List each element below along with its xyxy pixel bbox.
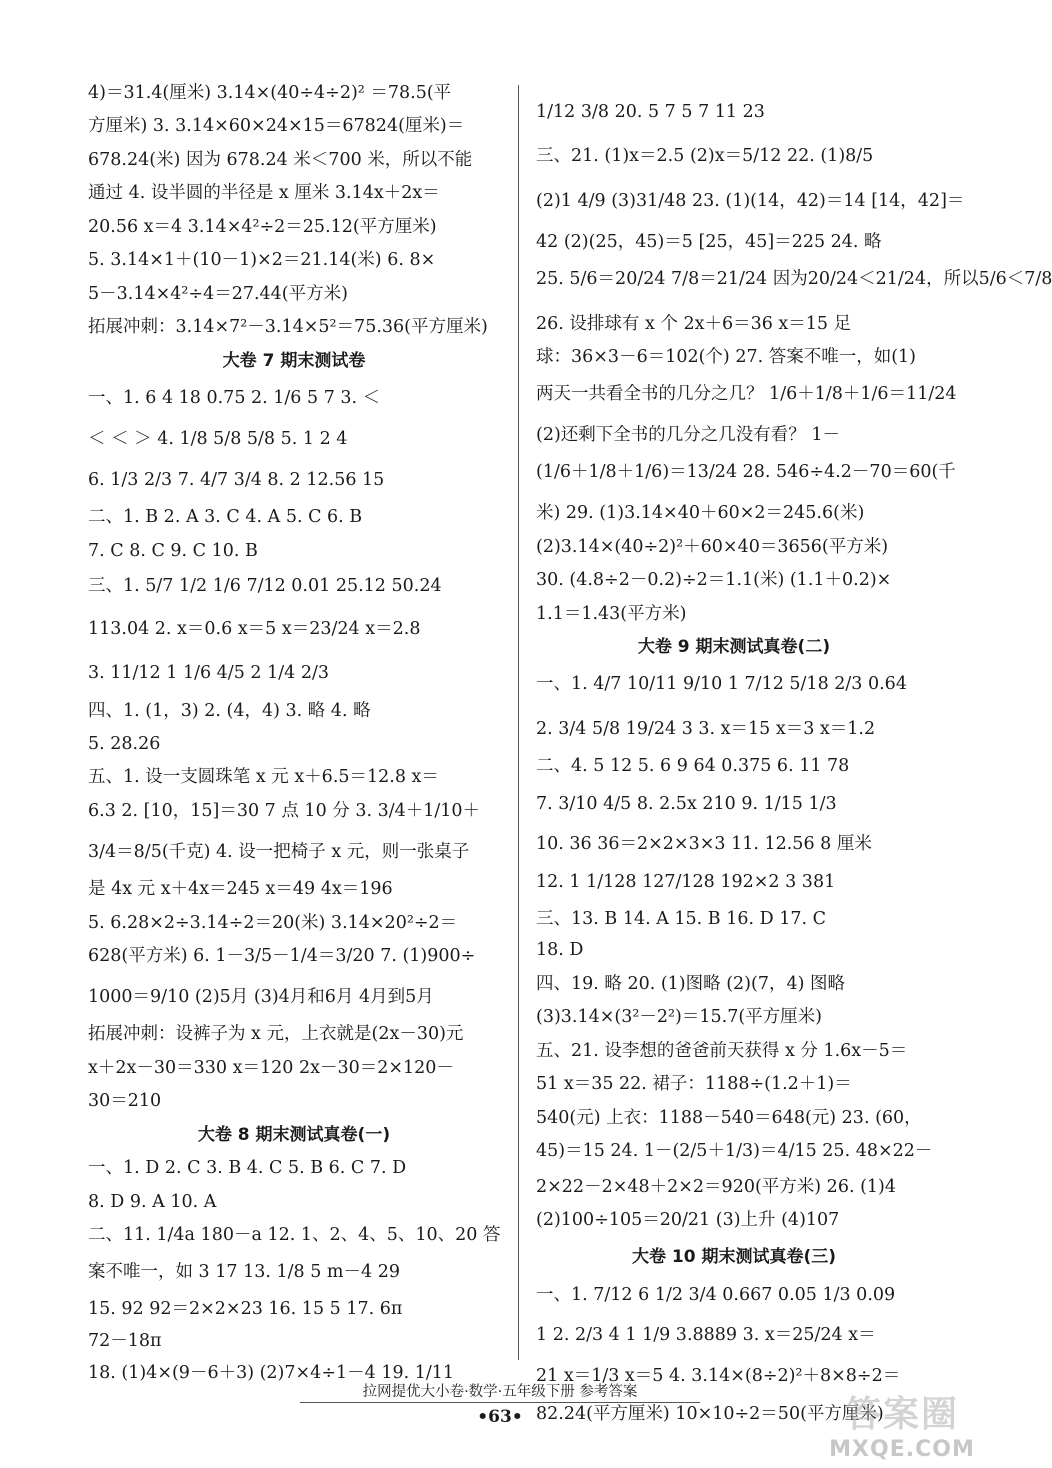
answer-line: 5. 6.28×2÷3.14÷2＝20(米) 3.14×20²÷2＝ — [88, 913, 458, 933]
answer-line: 45)＝15 24. 1－(2/5＋1/3)＝4/15 25. 48×22－ — [536, 1141, 933, 1161]
answer-line: 82.24(平方厘米) 10×10÷2＝50(平方厘米) — [536, 1404, 884, 1424]
answer-line: 三、21. (1)x＝2.5 (2)x＝5/12 22. (1)8/5 — [536, 146, 874, 166]
answer-line: 540(元) 上衣：1188－540＝648(元) 23. (60， — [536, 1108, 922, 1128]
section-heading: 大卷 8 期末测试真卷(一) — [197, 1125, 391, 1145]
column-divider — [518, 85, 519, 1360]
answer-line: (2)100÷105＝20/21 (3)上升 (4)107 — [536, 1210, 840, 1230]
answer-line: 6. 1/3 2/3 7. 4/7 3/4 8. 2 12.56 15 — [88, 470, 385, 490]
watermark-logo-text: 答案圈 — [844, 1394, 959, 1435]
answer-line: 20.56 x＝4 3.14×4²÷2＝25.12(平方厘米) — [88, 217, 437, 237]
answer-line: 10. 36 36＝2×2×3×3 11. 12.56 8 厘米 — [536, 834, 872, 854]
answer-line: 72－18π — [88, 1331, 162, 1351]
answer-line: 一、1. 7/12 6 1/2 3/4 0.667 0.05 1/3 0.09 — [536, 1285, 896, 1305]
answer-line: 7. 3/10 4/5 8. 2.5x 210 9. 1/15 1/3 — [536, 794, 837, 814]
answer-line: 21 x＝1/3 x＝5 4. 3.14×(8÷2)²＋8×8÷2＝ — [536, 1366, 901, 1386]
answer-line: 3. 11/12 1 1/6 4/5 2 1/4 2/3 — [88, 663, 329, 683]
answer-line: x＋2x－30＝330 x＝120 2x－30＝2×120－ — [88, 1058, 454, 1078]
answer-line: 米) 29. (1)3.14×40＋60×2＝245.6(米) — [536, 503, 865, 523]
answer-line: 2×22－2×48＋2×2＝920(平方米) 26. (1)4 — [536, 1177, 896, 1197]
answer-line: 12. 1 1/128 127/128 192×2 3 381 — [536, 872, 836, 892]
answer-line: 五、21. 设李想的爸爸前天获得 x 分 1.6x－5＝ — [536, 1041, 908, 1061]
answer-line: 一、1. 6 4 18 0.75 2. 1/6 5 7 3. ＜ — [88, 388, 381, 408]
answer-line: 42 (2)(25，45)＝5 [25，45]＝225 24. 略 — [536, 232, 882, 252]
answer-line: 113.04 2. x＝0.6 x＝5 x＝23/24 x＝2.8 — [88, 619, 421, 639]
answer-line: 1/12 3/8 20. 5 7 5 7 11 23 — [536, 102, 765, 122]
answer-line: 7. C 8. C 9. C 10. B — [88, 541, 258, 561]
answer-line: 拓展冲刺：3.14×7²－3.14×5²＝75.36(平方厘米) — [88, 317, 488, 337]
answer-line: 1 2. 2/3 4 1 1/9 3.8889 3. x＝25/24 x＝ — [536, 1325, 876, 1345]
answer-line: 18. (1)4×(9－6＋3) (2)7×4÷1－4 19. 1/11 — [88, 1363, 455, 1383]
answer-line: 二、11. 1/4a 180－a 12. 1、2、4、5、10、20 答 — [88, 1225, 501, 1245]
answer-line: 4)＝31.4(厘米) 3.14×(40÷4÷2)² ＝78.5(平 — [88, 83, 452, 103]
footer-book-title: 拉网提优大小卷·数学·五年级下册 参考答案 — [362, 1384, 638, 1400]
answer-line: 628(平方米) 6. 1－3/5－1/4＝3/20 7. (1)900÷ — [88, 946, 476, 966]
answer-line: 5. 3.14×1＋(10－1)×2＝21.14(米) 6. 8× — [88, 250, 436, 270]
section-heading: 大卷 9 期末测试真卷(二) — [637, 637, 831, 657]
answer-line: 1.1＝1.43(平方米) — [536, 604, 687, 624]
answer-line: 方厘米) 3. 3.14×60×24×15＝67824(厘米)＝ — [88, 116, 465, 136]
watermark-logo — [814, 1384, 990, 1466]
answer-line: 五、1. 设一支圆珠笔 x 元 x＋6.5＝12.8 x＝ — [88, 767, 439, 787]
footer-rule — [300, 1402, 700, 1403]
answer-line: 四、19. 略 20. (1)图略 (2)(7，4) 图略 — [536, 974, 845, 994]
page-number: •63• — [477, 1407, 523, 1427]
answer-line: 15. 92 92＝2×2×23 16. 15 5 17. 6π — [88, 1299, 403, 1319]
answer-line: 二、1. B 2. A 3. C 4. A 5. C 6. B — [88, 507, 363, 527]
answer-line: 一、1. D 2. C 3. B 4. C 5. B 6. C 7. D — [88, 1158, 407, 1178]
answer-line: 二、4. 5 12 5. 6 9 64 0.375 6. 11 78 — [536, 756, 850, 776]
answer-line: (2)1 4/9 (3)31/48 23. (1)(14，42)＝14 [14，42]＝ — [536, 191, 965, 211]
answer-line: 三、1. 5/7 1/2 1/6 7/12 0.01 25.12 50.24 — [88, 576, 442, 596]
answer-line: 51 x＝35 22. 裙子：1188÷(1.2＋1)＝ — [536, 1074, 852, 1094]
answer-line: 是 4x 元 x＋4x＝245 x＝49 4x＝196 — [88, 879, 393, 899]
answer-line: 25. 5/6＝20/24 7/8＝21/24 因为20/24＜21/24，所以5/6＜7/8 — [536, 269, 1052, 289]
answer-line: 26. 设排球有 x 个 2x＋6＝36 x＝15 足 — [536, 314, 852, 334]
answer-line: 四、1. (1，3) 2. (4，4) 3. 略 4. 略 — [88, 701, 371, 721]
answer-line: 5－3.14×4²÷4＝27.44(平方米) — [88, 284, 348, 304]
answer-line: ＜ ＜ ＞ 4. 1/8 5/8 5/8 5. 1 2 4 — [88, 429, 348, 449]
answer-line: 30. (4.8÷2－0.2)÷2＝1.1(米) (1.1＋0.2)× — [536, 570, 892, 590]
answer-line: 18. D — [536, 940, 584, 960]
answer-line: (2)还剩下全书的几分之几没有看？ 1－ — [536, 425, 840, 445]
answer-line: 3/4＝8/5(千克) 4. 设一把椅子 x 元，则一张桌子 — [88, 842, 470, 862]
watermark-site: MXQE.COM — [829, 1437, 975, 1462]
answer-line: 拓展冲刺：设裤子为 x 元，上衣就是(2x－30)元 — [88, 1024, 464, 1044]
answer-line: 2. 3/4 5/8 19/24 3 3. x＝15 x＝3 x＝1.2 — [536, 719, 876, 739]
answer-line: (2)3.14×(40÷2)²＋60×40＝3656(平方米) — [536, 537, 889, 557]
answer-line: 一、1. 4/7 10/11 9/10 1 7/12 5/18 2/3 0.64 — [536, 674, 907, 694]
answer-line: (3)3.14×(3²－2²)＝15.7(平方厘米) — [536, 1007, 822, 1027]
answer-line: 5. 28.26 — [88, 734, 161, 754]
answer-line: 30＝210 — [88, 1091, 162, 1111]
answer-line: 8. D 9. A 10. A — [88, 1192, 217, 1212]
section-heading: 大卷 7 期末测试卷 — [222, 351, 366, 371]
answer-line: 球：36×3－6＝102(个) 27. 答案不唯一，如(1) — [536, 347, 917, 367]
answer-line: 6.3 2. [10，15]＝30 7 点 10 分 3. 3/4＋1/10＋ — [88, 801, 481, 821]
answer-line: 两天一共看全书的几分之几？ 1/6＋1/8＋1/6＝11/24 — [536, 384, 957, 404]
answer-line: 案不唯一，如 3 17 13. 1/8 5 m－4 29 — [88, 1262, 400, 1282]
section-heading: 大卷 10 期末测试真卷(三) — [631, 1247, 837, 1267]
answer-line: (1/6＋1/8＋1/6)＝13/24 28. 546÷4.2－70＝60(千 — [536, 462, 956, 482]
answer-line: 通过 4. 设半圆的半径是 x 厘米 3.14x＋2x＝ — [88, 183, 440, 203]
answer-line: 三、13. B 14. A 15. B 16. D 17. C — [536, 909, 826, 929]
answer-line: 1000＝9/10 (2)5月 (3)4月和6月 4月到5月 — [88, 987, 434, 1007]
answer-line: 678.24(米) 因为 678.24 米＜700 米，所以不能 — [88, 150, 473, 170]
